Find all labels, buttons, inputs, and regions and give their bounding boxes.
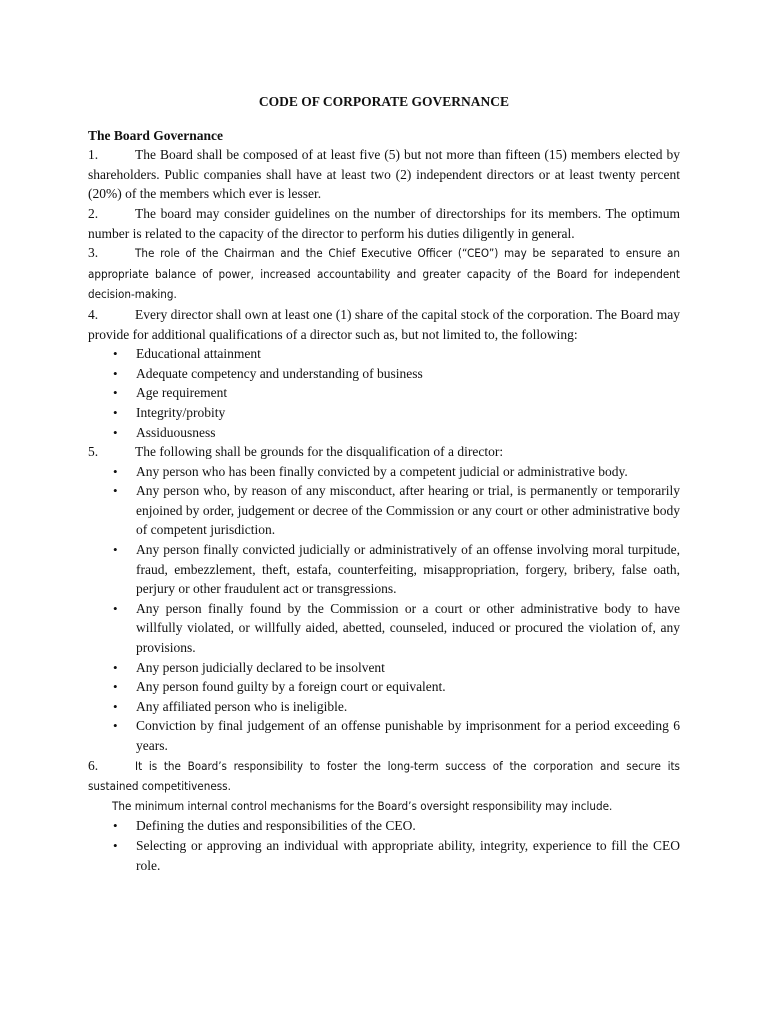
section-heading: The Board Governance [88,127,223,143]
item-number: 6. [88,757,99,773]
bullet-icon: • [113,679,118,695]
bullet-icon: • [113,600,118,616]
bullet-icon: • [113,346,118,362]
bullet-icon: • [113,463,118,479]
item-1 [88,145,680,204]
list-item: • Selecting or approving an individual with appropriate ability, integrity, experience to fill the CEO role. [113,837,680,873]
list-item: • Any affiliated person who is ineligible. [88,697,680,717]
list-item: • Defining the duties and responsibilities of the CEO. [88,816,680,836]
item-number: 4. [88,306,99,322]
bullet-icon: • [113,404,118,420]
item-5 [88,442,680,462]
control-list [88,816,680,875]
item-4 [88,305,680,344]
list-item: • Any person finally found by the Commission or a court or other administrative body to have willfully violated, or willfully aided, abetted, counseled, induced or procured the violation of, any provisions. [113,600,680,656]
item-number: 2. [88,205,99,221]
bullet-icon: • [113,483,118,499]
list-item: • Any person found guilty by a foreign court or equivalent. [88,677,680,697]
list-item: • Any person who, by reason of any misconduct, after hearing or trial, is permanently or temporarily enjoined by order, judgement or decree of the Commission or any court or other administrative body of competent jurisdiction. [113,483,680,538]
item-number: 5. [88,444,99,460]
list-item: • Assiduousness [88,423,680,443]
list-item: • Educational attainment [88,344,680,364]
item-2 [88,204,680,243]
bullet-icon: • [113,818,118,834]
qualifications-list [88,344,680,442]
bullet-icon: • [113,385,118,401]
list-item: • Conviction by final judgement of an offense punishable by imprisonment for a period exceeding 6 years. [113,718,680,753]
item-text: The board may consider guidelines on the number of directorships for its members. The optimum number is related to the capacity of the director to perform his duties diligently in general. [88,205,680,241]
bullet-icon: • [113,659,118,675]
item-number: 3. [88,245,99,261]
item-3 [88,243,680,305]
item-text: The Board shall be composed of at least five (5) but not more than fifteen (15) members elected by shareholders. Public companies shall have at least two (2) independent directors or at least twenty percent (20%) of the members which ever is lesser. [88,147,680,202]
disqualifications-list [88,462,680,756]
item-text: It is the Board’s responsibility to foster the long-term success of the corporation and secure its sustained competitiveness. [88,758,680,794]
bullet-icon: • [113,542,118,558]
bullet-icon: • [113,718,118,734]
item-6 [88,756,680,797]
item-text: The following shall be grounds for the disqualification of a director: [135,444,504,460]
document-page [88,92,680,875]
control-intro: The minimum internal control mechanisms for the Board’s oversight responsibility may include. [112,798,613,813]
bullet-icon: • [113,837,118,853]
list-item: • Any person finally convicted judicially or administratively of an offense involving moral turpitude, fraud, embezzlement, theft, estafa, counterfeiting, misappropriation, forgery, bribery, false oath, perjury or other fraudulent act or transgressions. [113,542,680,597]
list-item: • Any person who has been finally convicted by a competent judicial or administrative body. [88,462,680,482]
document-title: CODE OF CORPORATE GOVERNANCE [258,94,510,109]
list-item: • Adequate competency and understanding of business [88,364,680,384]
item-number: 1. [88,147,99,163]
bullet-icon: • [113,365,118,381]
bullet-icon: • [113,698,118,714]
list-item: • Integrity/probity [88,403,680,423]
bullet-icon: • [113,424,118,440]
item-text: Every director shall own at least one (1) share of the capital stock of the corporation. The Board may provide for additional qualifications of a director such as, but not limited to, the following: [88,306,680,342]
list-item: • Any person judicially declared to be insolvent [88,658,680,678]
list-item: • Age requirement [88,383,680,403]
item-text: The role of the Chairman and the Chief Executive Officer (“CEO”) may be separated to ensure an appropriate balance of power, increased accountability and greater capacity of the Board for independent decision-making. [88,246,680,302]
